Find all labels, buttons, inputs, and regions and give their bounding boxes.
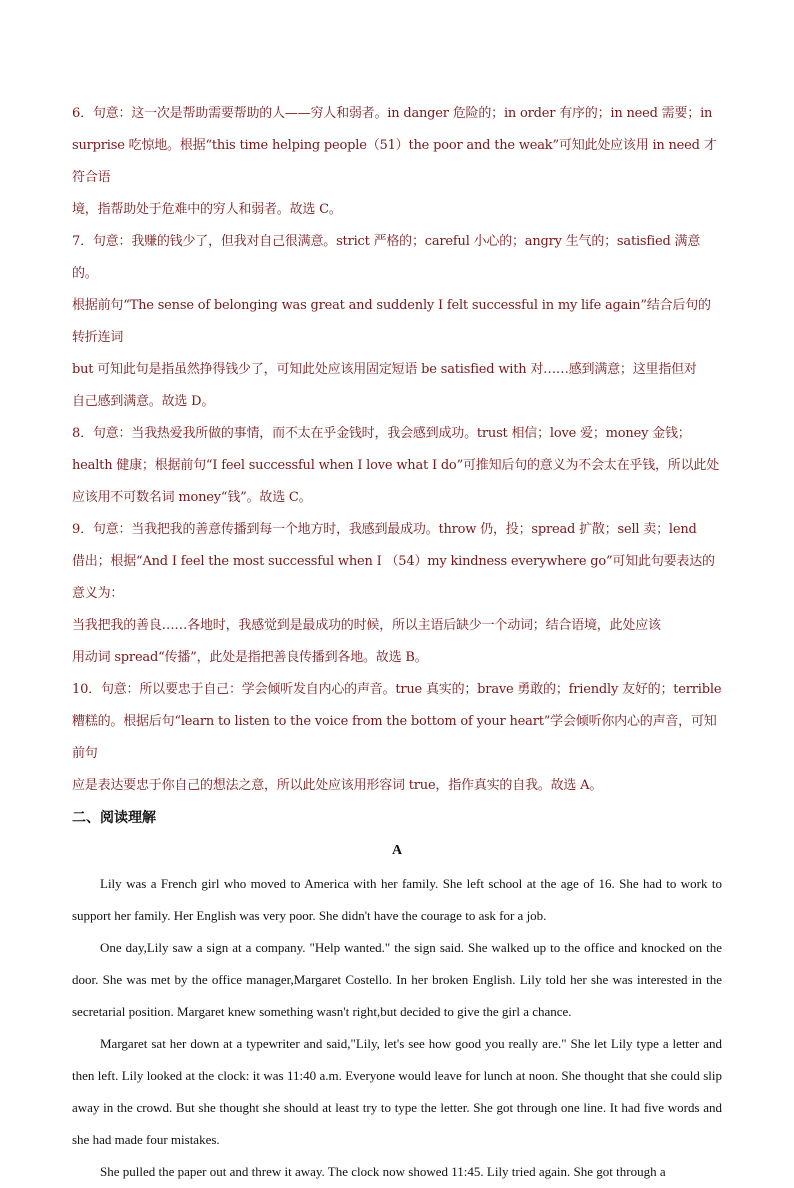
passage-paragraph: Margaret sat her down at a typewriter and said,"Lily, let's see how good you really are." She let Lily type a letter and then left. Lily looked at the clock: it was 11:40 a.m. Everyone would leave for lunch at noon. She thought that she could slip away in the crowd. But she thought she should at least try to type the letter. She got through one line. It had five words and she had made four mistakes.	[72, 1036, 722, 1147]
answer-explanations	[72, 98, 722, 802]
answer-6: 6．句意：这一次是帮助需要帮助的人——穷人和弱者。in danger 危险的；in order 有序的；in need 需要；in surprise 吃惊地。根据“this time helping people（51）the poor and the weak”可知此处应该用 in need 才符合语 境，指帮助处于危难中的穷人和弱者。故选 C。	[72, 106, 717, 217]
page-content	[72, 98, 722, 1188]
passage-paragraph: She pulled the paper out and threw it away. The clock now showed 11:45. Lily tried again. She got through a	[100, 1164, 666, 1179]
passage-paragraph: Lily was a French girl who moved to America with her family. She left school at the age of 16. She had to work to support her family. Her English was very poor. She didn't have the courage to ask for a job.	[72, 876, 722, 923]
passage-paragraph: One day,Lily saw a sign at a company. "Help wanted." the sign said. She walked up to the office and knocked on the door. She was met by the office manager,Margaret Costello. In her broken English. Lily told her she was interested in the secretarial position. Margaret knew something wasn't right,but decided to give the girl a chance.	[72, 940, 722, 1019]
answer-8: 8．句意：当我热爱我所做的事情，而不太在乎金钱时，我会感到成功。trust 相信；love 爱；money 金钱； health 健康；根据前句“I feel successful when I love what I do”可推知后句的意义为不会太在乎钱，所以此处 应该用不可数名词 money“钱”。故选 C。	[72, 426, 720, 505]
passage-body	[72, 868, 722, 1188]
passage-title: A	[391, 843, 403, 858]
section-heading: 二、阅读理解	[72, 810, 156, 826]
answer-9: 9．句意：当我把我的善意传播到每一个地方时，我感到最成功。throw 仍，投；spread 扩散；sell 卖；lend 借出；根据“And I feel the most successful when I （54）my kindness everywhere go”可知此句要表达的意义为： 当我把我的善良……各地时，我感觉到是最成功的时候，所以主语后缺少一个动词；结合语境，此处应该 用动词 spread“传播”，此处是指把善良传播到各地。故选 B。	[72, 522, 715, 665]
answer-7: 7．句意：我赚的钱少了，但我对自己很满意。strict 严格的；careful 小心的；angry 生气的；satisfied 满意的。 根据前句“The sense of belonging was great and suddenly I felt successful in my life again”结合后句的转折连词 but 可知此句是指虽然挣得钱少了，可知此处应该用固定短语 be satisfied with 对……感到满意；这里指但对 自己感到满意。故选 D。	[72, 234, 711, 409]
answer-10: 10．句意：所以要忠于自己：学会倾听发自内心的声音。true 真实的；brave 勇敢的；friendly 友好的；terrible 糟糕的。根据后句“learn to listen to the voice from the bottom of your heart”学会倾听你内心的声音，可知前句 应是表达要忠于你自己的想法之意，所以此处应该用形容词 true，指作真实的自我。故选 A。	[72, 682, 722, 793]
